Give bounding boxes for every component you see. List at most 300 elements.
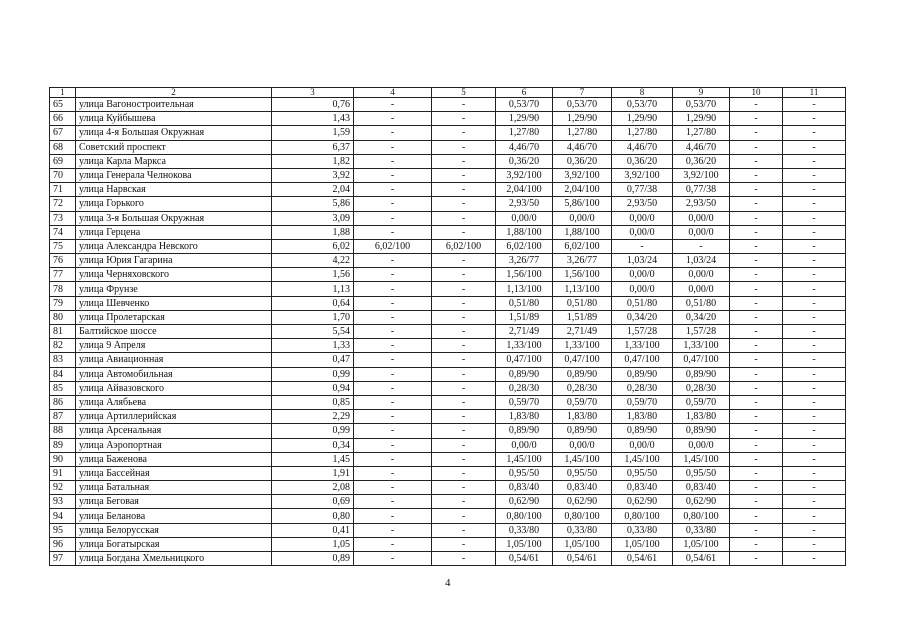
street-name-cell: улица Белорусская: [76, 523, 272, 537]
col-6-cell: 0,95/50: [496, 466, 553, 480]
col-11-cell: -: [783, 254, 846, 268]
row-number-cell: 89: [50, 438, 76, 452]
col-4-cell: 6,02/100: [354, 239, 432, 253]
street-name-cell: улица Черняховского: [76, 268, 272, 282]
table-row: [50, 395, 846, 409]
col-4-cell: -: [354, 424, 432, 438]
row-number-cell: 76: [50, 254, 76, 268]
col-5-cell: -: [432, 183, 496, 197]
col-11-cell: -: [783, 424, 846, 438]
table-header-row: [50, 88, 846, 98]
col-6-cell: 0,53/70: [496, 98, 553, 112]
table-row: [50, 339, 846, 353]
col-8-cell: 1,33/100: [612, 339, 673, 353]
col-9-cell: 1,83/80: [673, 410, 730, 424]
col-9-cell: 0,00/0: [673, 282, 730, 296]
col-6-cell: 3,92/100: [496, 168, 553, 182]
col-6-cell: 2,04/100: [496, 183, 553, 197]
length-cell: 0,41: [272, 523, 354, 537]
table-row: [50, 509, 846, 523]
col-7-cell: 0,89/90: [553, 367, 612, 381]
column-header: 9: [673, 88, 730, 98]
col-5-cell: -: [432, 353, 496, 367]
col-11-cell: -: [783, 211, 846, 225]
col-9-cell: 0,62/90: [673, 495, 730, 509]
row-number-cell: 94: [50, 509, 76, 523]
col-7-cell: 0,59/70: [553, 395, 612, 409]
row-number-cell: 87: [50, 410, 76, 424]
col-10-cell: -: [730, 339, 783, 353]
col-4-cell: -: [354, 537, 432, 551]
col-9-cell: 1,05/100: [673, 537, 730, 551]
column-header: 1: [50, 88, 76, 98]
row-number-cell: 86: [50, 395, 76, 409]
col-5-cell: -: [432, 225, 496, 239]
col-5-cell: -: [432, 98, 496, 112]
col-9-cell: 0,54/61: [673, 552, 730, 566]
table-row: [50, 239, 846, 253]
col-6-cell: 1,13/100: [496, 282, 553, 296]
street-name-cell: улица Беговая: [76, 495, 272, 509]
col-5-cell: 6,02/100: [432, 239, 496, 253]
street-name-cell: улица Артиллерийская: [76, 410, 272, 424]
col-7-cell: 0,00/0: [553, 211, 612, 225]
length-cell: 3,09: [272, 211, 354, 225]
col-10-cell: -: [730, 552, 783, 566]
col-4-cell: -: [354, 183, 432, 197]
table-row: [50, 211, 846, 225]
col-4-cell: -: [354, 410, 432, 424]
col-5-cell: -: [432, 381, 496, 395]
col-8-cell: 0,47/100: [612, 353, 673, 367]
row-number-cell: 90: [50, 452, 76, 466]
table-row: [50, 154, 846, 168]
col-11-cell: -: [783, 552, 846, 566]
length-cell: 1,56: [272, 268, 354, 282]
col-5-cell: -: [432, 424, 496, 438]
col-4-cell: -: [354, 211, 432, 225]
col-10-cell: -: [730, 140, 783, 154]
col-5-cell: -: [432, 254, 496, 268]
col-6-cell: 0,62/90: [496, 495, 553, 509]
street-name-cell: улица Куйбышева: [76, 112, 272, 126]
col-10-cell: -: [730, 537, 783, 551]
col-11-cell: -: [783, 183, 846, 197]
col-5-cell: -: [432, 367, 496, 381]
length-cell: 5,86: [272, 197, 354, 211]
col-9-cell: 3,92/100: [673, 168, 730, 182]
col-11-cell: -: [783, 481, 846, 495]
col-10-cell: -: [730, 452, 783, 466]
col-4-cell: -: [354, 112, 432, 126]
col-4-cell: -: [354, 353, 432, 367]
street-name-cell: улица Фрунзе: [76, 282, 272, 296]
col-7-cell: 3,26/77: [553, 254, 612, 268]
col-5-cell: -: [432, 339, 496, 353]
col-5-cell: -: [432, 112, 496, 126]
col-6-cell: 0,83/40: [496, 481, 553, 495]
length-cell: 0,89: [272, 552, 354, 566]
col-8-cell: 0,00/0: [612, 268, 673, 282]
col-10-cell: -: [730, 126, 783, 140]
col-4-cell: -: [354, 523, 432, 537]
col-10-cell: -: [730, 523, 783, 537]
col-6-cell: 0,00/0: [496, 211, 553, 225]
col-8-cell: 0,83/40: [612, 481, 673, 495]
col-11-cell: -: [783, 339, 846, 353]
table-row: [50, 112, 846, 126]
col-7-cell: 0,28/30: [553, 381, 612, 395]
col-7-cell: 1,05/100: [553, 537, 612, 551]
col-5-cell: -: [432, 410, 496, 424]
col-8-cell: 1,83/80: [612, 410, 673, 424]
col-6-cell: 0,36/20: [496, 154, 553, 168]
row-number-cell: 73: [50, 211, 76, 225]
col-9-cell: 0,47/100: [673, 353, 730, 367]
table-row: [50, 310, 846, 324]
street-name-cell: улица 9 Апреля: [76, 339, 272, 353]
col-6-cell: 1,83/80: [496, 410, 553, 424]
street-name-cell: улица Арсенальная: [76, 424, 272, 438]
col-5-cell: -: [432, 552, 496, 566]
column-header: 4: [354, 88, 432, 98]
row-number-cell: 75: [50, 239, 76, 253]
col-11-cell: -: [783, 353, 846, 367]
col-8-cell: 0,59/70: [612, 395, 673, 409]
row-number-cell: 83: [50, 353, 76, 367]
col-5-cell: -: [432, 154, 496, 168]
col-9-cell: 1,33/100: [673, 339, 730, 353]
page-number: 4: [445, 577, 451, 589]
col-4-cell: -: [354, 438, 432, 452]
col-11-cell: -: [783, 282, 846, 296]
row-number-cell: 91: [50, 466, 76, 480]
col-5-cell: -: [432, 537, 496, 551]
road-data-table: [49, 87, 846, 566]
length-cell: 6,37: [272, 140, 354, 154]
col-5-cell: -: [432, 495, 496, 509]
table-row: [50, 225, 846, 239]
col-6-cell: 0,54/61: [496, 552, 553, 566]
row-number-cell: 80: [50, 310, 76, 324]
col-8-cell: 1,57/28: [612, 325, 673, 339]
col-6-cell: 6,02/100: [496, 239, 553, 253]
row-number-cell: 70: [50, 168, 76, 182]
col-10-cell: -: [730, 268, 783, 282]
col-11-cell: -: [783, 296, 846, 310]
col-6-cell: 1,33/100: [496, 339, 553, 353]
length-cell: 2,08: [272, 481, 354, 495]
col-8-cell: 0,00/0: [612, 211, 673, 225]
street-name-cell: улица 4-я Большая Окружная: [76, 126, 272, 140]
col-10-cell: -: [730, 353, 783, 367]
col-9-cell: 0,80/100: [673, 509, 730, 523]
row-number-cell: 77: [50, 268, 76, 282]
col-6-cell: 0,47/100: [496, 353, 553, 367]
col-4-cell: -: [354, 395, 432, 409]
col-8-cell: 0,53/70: [612, 98, 673, 112]
col-10-cell: -: [730, 410, 783, 424]
length-cell: 5,54: [272, 325, 354, 339]
col-4-cell: -: [354, 254, 432, 268]
row-number-cell: 92: [50, 481, 76, 495]
table-row: [50, 98, 846, 112]
col-9-cell: 0,77/38: [673, 183, 730, 197]
col-10-cell: -: [730, 325, 783, 339]
col-5-cell: -: [432, 509, 496, 523]
column-header: 2: [76, 88, 272, 98]
length-cell: 0,85: [272, 395, 354, 409]
row-number-cell: 81: [50, 325, 76, 339]
col-7-cell: 3,92/100: [553, 168, 612, 182]
col-10-cell: -: [730, 424, 783, 438]
col-7-cell: 1,51/89: [553, 310, 612, 324]
col-4-cell: -: [354, 98, 432, 112]
row-number-cell: 97: [50, 552, 76, 566]
col-6-cell: 1,56/100: [496, 268, 553, 282]
col-5-cell: -: [432, 325, 496, 339]
col-8-cell: 0,00/0: [612, 282, 673, 296]
col-4-cell: -: [354, 168, 432, 182]
col-8-cell: 1,05/100: [612, 537, 673, 551]
col-9-cell: 0,89/90: [673, 424, 730, 438]
col-4-cell: -: [354, 197, 432, 211]
col-11-cell: -: [783, 509, 846, 523]
col-5-cell: -: [432, 197, 496, 211]
length-cell: 6,02: [272, 239, 354, 253]
col-9-cell: -: [673, 239, 730, 253]
col-5-cell: -: [432, 438, 496, 452]
row-number-cell: 67: [50, 126, 76, 140]
col-7-cell: 5,86/100: [553, 197, 612, 211]
row-number-cell: 74: [50, 225, 76, 239]
col-6-cell: 0,00/0: [496, 438, 553, 452]
street-name-cell: Балтийское шоссе: [76, 325, 272, 339]
col-10-cell: -: [730, 98, 783, 112]
col-9-cell: 0,00/0: [673, 211, 730, 225]
col-11-cell: -: [783, 395, 846, 409]
col-8-cell: 0,34/20: [612, 310, 673, 324]
col-4-cell: -: [354, 466, 432, 480]
table-row: [50, 183, 846, 197]
col-9-cell: 0,89/90: [673, 367, 730, 381]
col-8-cell: 0,00/0: [612, 225, 673, 239]
table-row: [50, 197, 846, 211]
col-10-cell: -: [730, 367, 783, 381]
col-4-cell: -: [354, 325, 432, 339]
col-10-cell: -: [730, 282, 783, 296]
length-cell: 0,34: [272, 438, 354, 452]
col-5-cell: -: [432, 466, 496, 480]
col-4-cell: -: [354, 296, 432, 310]
col-10-cell: -: [730, 239, 783, 253]
col-7-cell: 0,53/70: [553, 98, 612, 112]
col-7-cell: 0,47/100: [553, 353, 612, 367]
street-name-cell: улица Айвазовского: [76, 381, 272, 395]
col-11-cell: -: [783, 410, 846, 424]
col-6-cell: 1,45/100: [496, 452, 553, 466]
col-11-cell: -: [783, 112, 846, 126]
length-cell: 1,82: [272, 154, 354, 168]
col-7-cell: 1,29/90: [553, 112, 612, 126]
col-9-cell: 1,03/24: [673, 254, 730, 268]
col-8-cell: 1,45/100: [612, 452, 673, 466]
col-9-cell: 0,00/0: [673, 438, 730, 452]
table-row: [50, 168, 846, 182]
col-5-cell: -: [432, 268, 496, 282]
col-11-cell: -: [783, 452, 846, 466]
col-7-cell: 1,33/100: [553, 339, 612, 353]
col-7-cell: 4,46/70: [553, 140, 612, 154]
col-5-cell: -: [432, 452, 496, 466]
street-name-cell: улица Батальная: [76, 481, 272, 495]
street-name-cell: улица Карла Маркса: [76, 154, 272, 168]
col-9-cell: 0,34/20: [673, 310, 730, 324]
table-body: [50, 88, 846, 566]
col-5-cell: -: [432, 481, 496, 495]
col-6-cell: 0,28/30: [496, 381, 553, 395]
col-8-cell: 0,33/80: [612, 523, 673, 537]
length-cell: 0,80: [272, 509, 354, 523]
col-11-cell: -: [783, 197, 846, 211]
length-cell: 0,64: [272, 296, 354, 310]
street-name-cell: улица Александра Невского: [76, 239, 272, 253]
col-8-cell: 0,89/90: [612, 367, 673, 381]
col-5-cell: -: [432, 168, 496, 182]
row-number-cell: 82: [50, 339, 76, 353]
col-10-cell: -: [730, 183, 783, 197]
table-row: [50, 552, 846, 566]
length-cell: 1,45: [272, 452, 354, 466]
col-11-cell: -: [783, 438, 846, 452]
col-11-cell: -: [783, 140, 846, 154]
col-8-cell: 0,77/38: [612, 183, 673, 197]
column-header: 3: [272, 88, 354, 98]
street-name-cell: улица Юрия Гагарина: [76, 254, 272, 268]
col-10-cell: -: [730, 197, 783, 211]
col-4-cell: -: [354, 126, 432, 140]
col-7-cell: 1,45/100: [553, 452, 612, 466]
col-10-cell: -: [730, 438, 783, 452]
col-6-cell: 0,33/80: [496, 523, 553, 537]
col-8-cell: 1,27/80: [612, 126, 673, 140]
col-4-cell: -: [354, 310, 432, 324]
col-10-cell: -: [730, 254, 783, 268]
col-4-cell: -: [354, 509, 432, 523]
col-11-cell: -: [783, 154, 846, 168]
col-8-cell: 3,92/100: [612, 168, 673, 182]
col-6-cell: 3,26/77: [496, 254, 553, 268]
col-11-cell: -: [783, 98, 846, 112]
length-cell: 1,70: [272, 310, 354, 324]
col-6-cell: 1,05/100: [496, 537, 553, 551]
row-number-cell: 79: [50, 296, 76, 310]
col-5-cell: -: [432, 296, 496, 310]
col-11-cell: -: [783, 367, 846, 381]
length-cell: 3,92: [272, 168, 354, 182]
street-name-cell: улица Аэропортная: [76, 438, 272, 452]
col-6-cell: 1,51/89: [496, 310, 553, 324]
row-number-cell: 78: [50, 282, 76, 296]
row-number-cell: 85: [50, 381, 76, 395]
col-11-cell: -: [783, 310, 846, 324]
col-6-cell: 0,89/90: [496, 367, 553, 381]
col-6-cell: 0,59/70: [496, 395, 553, 409]
col-10-cell: -: [730, 225, 783, 239]
column-header: 6: [496, 88, 553, 98]
length-cell: 2,29: [272, 410, 354, 424]
col-11-cell: -: [783, 239, 846, 253]
col-8-cell: 0,95/50: [612, 466, 673, 480]
col-6-cell: 1,29/90: [496, 112, 553, 126]
length-cell: 1,05: [272, 537, 354, 551]
col-7-cell: 1,27/80: [553, 126, 612, 140]
table-row: [50, 140, 846, 154]
col-8-cell: 1,03/24: [612, 254, 673, 268]
col-10-cell: -: [730, 395, 783, 409]
col-10-cell: -: [730, 466, 783, 480]
street-name-cell: улица Авиационная: [76, 353, 272, 367]
table-row: [50, 268, 846, 282]
street-name-cell: улица Пролетарская: [76, 310, 272, 324]
col-6-cell: 2,71/49: [496, 325, 553, 339]
col-8-cell: 0,00/0: [612, 438, 673, 452]
street-name-cell: улица Генерала Челнокова: [76, 168, 272, 182]
length-cell: 1,33: [272, 339, 354, 353]
street-name-cell: улица Бассейная: [76, 466, 272, 480]
row-number-cell: 68: [50, 140, 76, 154]
col-9-cell: 1,29/90: [673, 112, 730, 126]
row-number-cell: 93: [50, 495, 76, 509]
col-5-cell: -: [432, 282, 496, 296]
col-8-cell: -: [612, 239, 673, 253]
col-7-cell: 0,54/61: [553, 552, 612, 566]
table-row: [50, 410, 846, 424]
col-11-cell: -: [783, 523, 846, 537]
col-9-cell: 1,45/100: [673, 452, 730, 466]
col-11-cell: -: [783, 466, 846, 480]
col-9-cell: 0,83/40: [673, 481, 730, 495]
row-number-cell: 65: [50, 98, 76, 112]
column-header: 11: [783, 88, 846, 98]
col-9-cell: 0,95/50: [673, 466, 730, 480]
col-9-cell: 0,51/80: [673, 296, 730, 310]
row-number-cell: 84: [50, 367, 76, 381]
street-name-cell: улица Богдана Хмельницкого: [76, 552, 272, 566]
col-9-cell: 0,36/20: [673, 154, 730, 168]
col-8-cell: 0,54/61: [612, 552, 673, 566]
length-cell: 1,59: [272, 126, 354, 140]
table-row: [50, 537, 846, 551]
row-number-cell: 66: [50, 112, 76, 126]
col-4-cell: -: [354, 481, 432, 495]
street-name-cell: улица Беланова: [76, 509, 272, 523]
col-11-cell: -: [783, 537, 846, 551]
table-row: [50, 466, 846, 480]
row-number-cell: 71: [50, 183, 76, 197]
col-9-cell: 1,27/80: [673, 126, 730, 140]
col-5-cell: -: [432, 211, 496, 225]
col-7-cell: 0,51/80: [553, 296, 612, 310]
column-header: 10: [730, 88, 783, 98]
col-7-cell: 0,83/40: [553, 481, 612, 495]
col-8-cell: 0,62/90: [612, 495, 673, 509]
col-4-cell: -: [354, 140, 432, 154]
street-name-cell: Советский проспект: [76, 140, 272, 154]
table-row: [50, 282, 846, 296]
col-10-cell: -: [730, 381, 783, 395]
table-row: [50, 254, 846, 268]
